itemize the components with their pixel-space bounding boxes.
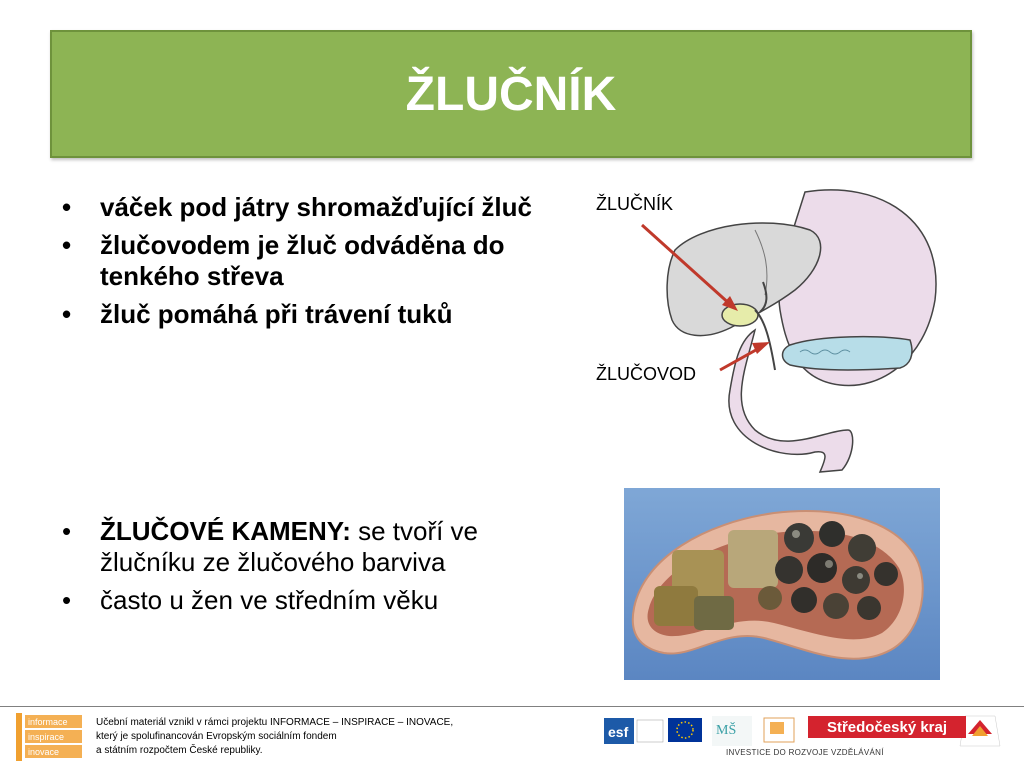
bullet-list-bottom [60,516,560,623]
bullet-item: • žlučovodem je žluč odváděna do tenkého střeva [60,230,560,292]
kraj-emblem [960,716,1000,746]
label-bile-duct: ŽLUČOVOD [596,364,697,384]
footer-divider [0,706,1024,707]
bullet-item: • váček pod játry shromažďující žluč [60,192,560,223]
svg-text:esf: esf [608,724,629,740]
bullet-item [60,585,560,616]
footer-text-line: Učební materiál vznikl v rámci projektu INFORMACE – INSPIRACE – INOVACE, [96,717,454,728]
page-title: ŽLUČNÍK [405,67,617,121]
logo-line: informace [28,717,68,727]
bullet-text: se tvoří ve žlučníku ze žlučového barviva [100,516,479,577]
region-badge: Středočeský kraj [808,716,966,738]
gallstones-photo [624,488,940,680]
bullet-item [60,516,560,578]
bullet-text: často u žen ve středním věku [100,585,439,615]
msmt-logo [712,716,752,746]
eu-flag-logo [668,718,702,742]
bullet-bold-text: ŽLUČOVÉ KAMENY: [100,516,351,546]
footer-text-line: který je spolufinancován Evropským sociálním fondem [96,731,337,742]
logo-line: inspirace [28,732,65,742]
bullet-list-top [60,192,560,337]
label-gallbladder: ŽLUČNÍK [596,194,674,214]
investice-caption: INVESTICE DO ROZVOJE VZDĚLÁVÁNÍ [726,748,884,757]
title-banner [50,30,972,158]
svg-text:MŠ: MŠ [716,723,737,738]
footer-text [96,716,516,758]
esf-logo [604,718,663,744]
bullet-item: • žluč pomáhá při trávení tuků [60,299,560,330]
op-logo [764,718,794,742]
logo-line: inovace [28,747,60,757]
footer-text-line: a státním rozpočtem České republiky. [96,745,263,756]
project-logo [16,713,82,761]
gallbladder-diagram [580,180,960,480]
